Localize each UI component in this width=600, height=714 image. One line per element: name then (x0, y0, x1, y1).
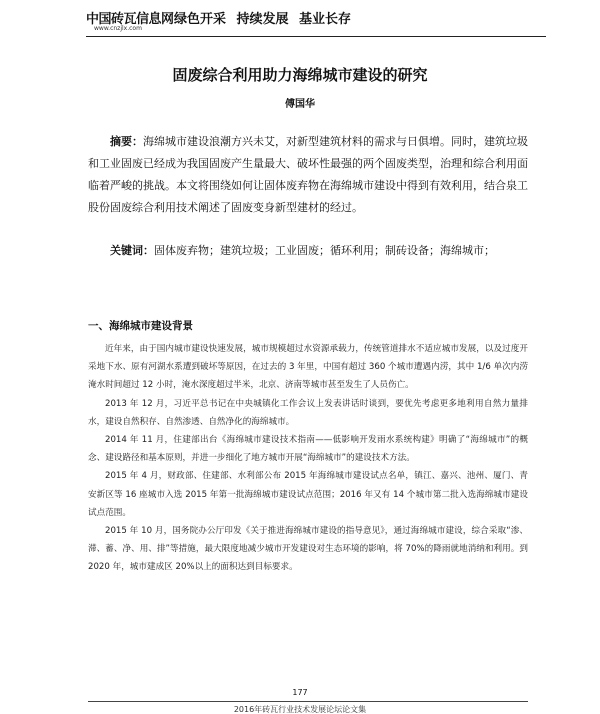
abstract-text: 海绵城市建设浪潮方兴未艾，对新型建筑材料的需求与日俱增。同时，建筑垃圾和工业固废已经成为我国固废产生量最大、破坏性最强的两个固废类型，治理和综合利用面临着严峻的挑战。本文将围绕如何让固体废弃物在海绵城市建设中得到有效利用，结合泉工股份固废综合利用技术阐述了固废变身新型建材的经过。 (88, 135, 528, 214)
page-header (86, 8, 546, 38)
keywords-label: 关键词： (110, 244, 154, 257)
keywords (88, 240, 533, 262)
body-paragraph: 2014 年 11 月，住建部出台《海绵城市建设技术指南——低影响开发雨水系统构建》明确了“海绵城市”的概念、建设路径和基本原则，并进一步细化了地方城市开展“海绵城市”的建设技术方法。 (88, 435, 528, 464)
header-slogan: 绿色开采 持续发展 基业长存 (174, 12, 352, 27)
section-heading: 一、海绵城市建设背景 (88, 320, 193, 332)
body-paragraph: 2015 年 4 月，财政部、住建部、水利部公布 2015 年海绵城市建设试点名单，镇江、嘉兴、池州、厦门、青安新区等 16 座城市入选 2015 年第一批海绵城市建设试点范围；2016 年又有 14 个城市第二批入选海绵城市建设试点范围。 (88, 471, 528, 518)
page-number: 177 (292, 688, 308, 697)
footer-divider (88, 701, 528, 702)
section-body (88, 340, 528, 577)
abstract (88, 131, 533, 219)
keywords-text: 固体废弃物；建筑垃圾；工业固废；循环利用；制砖设备；海绵城市； (154, 244, 495, 257)
publication-url: www.cnzjlx.com (94, 25, 142, 32)
body-paragraph: 2015 年 10 月，国务院办公厅印发《关于推进海绵城市建设的指导意见》，通过海绵城市建设，综合采取“渗、滞、蓄、净、用、排”等措施，最大限度地减少城市开发建设对生态环境的影响，将 70%的降雨就地消纳和利用。到 2020 年，城市建成区 20%以上的面积达到目标要求。 (88, 526, 528, 573)
article-author: 傅国华 (285, 99, 315, 110)
footer-text: 2016年砖瓦行业技术发展论坛论文集 (233, 705, 367, 714)
publication-logo: 中国砖瓦信息网 (86, 12, 174, 27)
header-divider (86, 36, 546, 37)
abstract-label: 摘要： (110, 135, 143, 148)
article-title: 固废综合利用助力海绵城市建设的研究 (172, 66, 428, 84)
body-paragraph: 2013 年 12 月，习近平总书记在中央城镇化工作会议上发表讲话时谈到，要优先考虑更多地利用自然力量排水，建设自然积存、自然渗透、自然净化的海绵城市。 (88, 398, 528, 427)
body-paragraph: 近年来，由于国内城市建设快速发展，城市规模超过水资源承载力，传统管道排水不适应城市发展，以及过度开采地下水、原有河湖水系遭到破坏等原因，在过去的 3 年里，中国有超过 360 个城市遭遇内涝，其中 1/6 单次内涝淹水时间超过 12 小时，淹水深度超过半米，北京、济南等城市甚至发生了人员伤亡。 (88, 344, 528, 391)
